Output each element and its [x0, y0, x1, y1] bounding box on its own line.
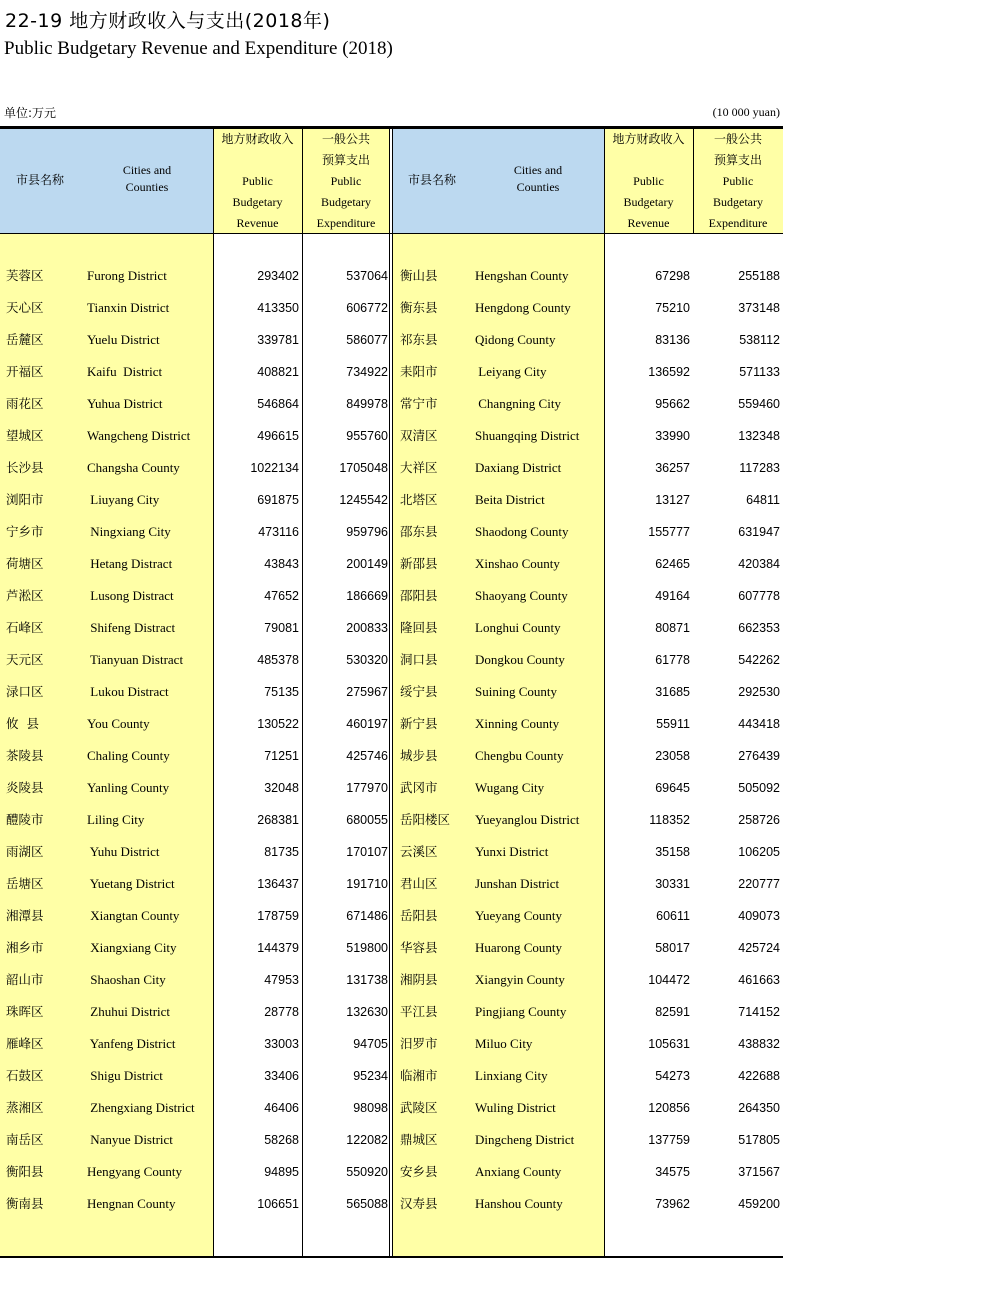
region-name-en: Hanshou County — [475, 1196, 563, 1211]
region-name-en: Longhui County — [475, 620, 561, 635]
expenditure-value: 631947 — [738, 525, 780, 539]
expenditure-value: 461663 — [738, 973, 780, 987]
expenditure-value: 680055 — [346, 813, 388, 827]
revenue-value: 46406 — [264, 1101, 299, 1115]
region-name-cn: 隆回县 — [400, 620, 438, 635]
table-row — [0, 364, 783, 396]
region-name-cn: 望城区 — [6, 428, 44, 443]
region-name-cn: 湘潭县 — [6, 908, 44, 923]
region-name-cn: 汉寿县 — [400, 1196, 438, 1211]
region-name-cn: 攸 县 — [6, 716, 39, 731]
expenditure-value: 542262 — [738, 653, 780, 667]
revenue-value: 33003 — [264, 1037, 299, 1051]
revenue-value: 75210 — [655, 301, 690, 315]
expenditure-value: 98098 — [353, 1101, 388, 1115]
table-row — [0, 908, 783, 940]
region-name-en: Yuhua District — [87, 396, 163, 411]
revenue-value: 69645 — [655, 781, 690, 795]
region-name-en: Yanling County — [87, 780, 170, 795]
expenditure-value: 606772 — [346, 301, 388, 315]
region-name-en: Wangcheng District — [87, 428, 191, 443]
region-name-cn: 大祥区 — [400, 460, 438, 475]
table-row — [0, 556, 783, 588]
region-name-cn: 湘阴县 — [400, 972, 438, 987]
revenue-value: 54273 — [655, 1069, 690, 1083]
revenue-value: 473116 — [258, 525, 299, 539]
expenditure-value: 264350 — [738, 1101, 780, 1115]
revenue-value: 47652 — [264, 589, 299, 603]
region-name-cn: 茶陵县 — [6, 748, 44, 763]
region-name-cn: 安乡县 — [400, 1164, 438, 1179]
expenditure-value: 258726 — [738, 813, 780, 827]
header-revenue: 地方财政收入 Public Budgetary Revenue — [612, 132, 685, 230]
region-name-en: Shuangqing District — [475, 428, 580, 443]
expenditure-value: 420384 — [738, 557, 780, 571]
expenditure-value: 132348 — [738, 429, 780, 443]
region-name-en: Hengshan County — [475, 268, 569, 283]
table-row — [0, 940, 783, 972]
table-row — [0, 428, 783, 460]
revenue-value: 83136 — [655, 333, 690, 347]
region-name-en: Wugang City — [475, 780, 545, 795]
expenditure-value: 122082 — [346, 1133, 388, 1147]
revenue-value: 58268 — [264, 1133, 299, 1147]
region-name-cn: 新宁县 — [400, 716, 438, 731]
region-name-en: Nanyue District — [87, 1132, 173, 1147]
region-name-cn: 耒阳市 — [400, 364, 438, 379]
region-name-en: Liling City — [87, 812, 145, 827]
expenditure-value: 571133 — [739, 365, 780, 379]
region-name-cn: 武冈市 — [400, 780, 438, 795]
region-name-cn: 绥宁县 — [400, 684, 438, 699]
expenditure-value: 200833 — [346, 621, 388, 635]
region-name-en: Kaifu District — [87, 364, 163, 379]
region-name-cn: 珠晖区 — [6, 1004, 44, 1019]
revenue-value: 36257 — [655, 461, 690, 475]
region-name-cn: 岳阳县 — [400, 908, 438, 923]
revenue-value: 339781 — [257, 333, 299, 347]
revenue-value: 691875 — [257, 493, 299, 507]
expenditure-value: 132630 — [346, 1005, 388, 1019]
revenue-value: 136437 — [257, 877, 299, 891]
region-name-en: Hetang Distract — [87, 556, 173, 571]
revenue-value: 136592 — [648, 365, 690, 379]
region-name-en: Shigu District — [87, 1068, 163, 1083]
table-row — [0, 332, 783, 364]
table-row — [0, 972, 783, 1004]
revenue-value: 546864 — [257, 397, 299, 411]
region-name-cn: 常宁市 — [400, 396, 438, 411]
region-name-cn: 城步县 — [400, 748, 438, 763]
revenue-value: 62465 — [655, 557, 690, 571]
region-name-cn: 君山区 — [400, 876, 438, 891]
table-row — [0, 268, 783, 300]
region-name-en: Hengyang County — [87, 1164, 182, 1179]
expenditure-value: 538112 — [739, 333, 780, 347]
revenue-value: 106651 — [257, 1197, 299, 1211]
region-name-cn: 汨罗市 — [400, 1036, 438, 1051]
expenditure-value: 170107 — [346, 845, 388, 859]
region-name-cn: 韶山市 — [6, 972, 44, 987]
table-row — [0, 588, 783, 620]
region-name-en: Xiangyin County — [475, 972, 565, 987]
expenditure-value: 64811 — [746, 493, 780, 507]
revenue-value: 55911 — [656, 717, 690, 731]
region-name-cn: 衡阳县 — [6, 1164, 44, 1179]
table-row — [0, 1100, 783, 1132]
revenue-value: 413350 — [257, 301, 299, 315]
header-name-en: Cities and Counties — [513, 163, 563, 194]
revenue-value: 178759 — [257, 909, 299, 923]
region-name-en: Hengnan County — [87, 1196, 176, 1211]
region-name-cn: 浏阳市 — [6, 492, 44, 507]
region-name-en: Shaodong County — [475, 524, 569, 539]
table-row — [0, 1036, 783, 1068]
revenue-value: 268381 — [257, 813, 299, 827]
revenue-value: 60611 — [656, 909, 690, 923]
expenditure-value: 517805 — [738, 1133, 780, 1147]
region-name-cn: 渌口区 — [6, 684, 44, 699]
region-name-cn: 湘乡市 — [6, 940, 44, 955]
expenditure-value: 662353 — [738, 621, 780, 635]
revenue-value: 118352 — [649, 813, 690, 827]
region-name-en: Junshan District — [475, 876, 560, 891]
revenue-value: 28778 — [264, 1005, 299, 1019]
page-title-english: Public Budgetary Revenue and Expenditure (2018) — [4, 38, 393, 59]
expenditure-value: 559460 — [738, 397, 780, 411]
table-row — [0, 652, 783, 684]
region-name-cn: 临湘市 — [400, 1068, 438, 1083]
region-name-en: Yueyanglou District — [475, 812, 580, 827]
region-name-en: Linxiang City — [475, 1068, 548, 1083]
expenditure-value: 131738 — [346, 973, 388, 987]
region-name-en: Yanfeng District — [87, 1036, 176, 1051]
expenditure-value: 849978 — [346, 397, 388, 411]
revenue-value: 81735 — [264, 845, 299, 859]
revenue-value: 95662 — [655, 397, 690, 411]
region-name-en: Changsha County — [87, 460, 180, 475]
revenue-value: 105631 — [648, 1037, 690, 1051]
expenditure-value: 422688 — [738, 1069, 780, 1083]
region-name-cn: 芦淞区 — [6, 588, 44, 603]
region-name-cn: 南岳区 — [6, 1132, 44, 1147]
revenue-value: 75135 — [264, 685, 299, 699]
region-name-en: Changning City — [475, 396, 561, 411]
revenue-value: 23058 — [655, 749, 690, 763]
page-title-chinese: 22-19 地方财政收入与支出(2018年) — [5, 10, 331, 32]
table-row — [0, 748, 783, 780]
revenue-value: 155777 — [648, 525, 690, 539]
region-name-en: Zhuhui District — [87, 1004, 171, 1019]
region-name-en: Beita District — [475, 492, 545, 507]
region-name-cn: 双清区 — [400, 428, 438, 443]
expenditure-value: 117283 — [739, 461, 780, 475]
region-name-cn: 芙蓉区 — [6, 268, 44, 283]
region-name-en: Xinshao County — [475, 556, 560, 571]
region-name-en: Leiyang City — [475, 364, 547, 379]
revenue-value: 94895 — [264, 1165, 299, 1179]
region-name-cn: 宁乡市 — [6, 524, 44, 539]
region-name-en: Dongkou County — [475, 652, 565, 667]
unit-label-english: (10 000 yuan) — [712, 105, 780, 119]
region-name-cn: 雁峰区 — [6, 1036, 44, 1051]
revenue-value: 71251 — [264, 749, 299, 763]
expenditure-value: 200149 — [346, 557, 388, 571]
region-name-cn: 衡东县 — [400, 300, 438, 315]
revenue-value: 32048 — [264, 781, 299, 795]
expenditure-value: 220777 — [738, 877, 780, 891]
region-name-en: Yueyang County — [475, 908, 563, 923]
revenue-value: 293402 — [257, 269, 299, 283]
region-name-en: Tianyuan Distract — [87, 652, 184, 667]
region-name-cn: 衡山县 — [400, 268, 438, 283]
revenue-value: 31685 — [655, 685, 690, 699]
region-name-en: Lukou Distract — [87, 684, 169, 699]
revenue-value: 43843 — [264, 557, 299, 571]
expenditure-value: 1705048 — [339, 461, 388, 475]
region-name-en: Dingcheng District — [475, 1132, 575, 1147]
region-name-en: Xiangxiang City — [87, 940, 177, 955]
region-name-cn: 岳阳楼区 — [400, 812, 451, 827]
unit-label-chinese: 单位:万元 — [4, 106, 57, 120]
expenditure-value: 95234 — [353, 1069, 388, 1083]
region-name-en: Tianxin District — [87, 300, 170, 315]
expenditure-value: 565088 — [346, 1197, 388, 1211]
expenditure-value: 255188 — [738, 269, 780, 283]
expenditure-value: 425746 — [346, 749, 388, 763]
header-expenditure: 一般公共 预算支出 Public Budgetary Expenditure — [316, 132, 376, 230]
revenue-value: 30331 — [655, 877, 690, 891]
table-row — [0, 492, 783, 524]
table-bottom-rule — [0, 1256, 783, 1258]
expenditure-value: 443418 — [738, 717, 780, 731]
region-name-en: Yuetang District — [87, 876, 175, 891]
region-name-en: Suining County — [475, 684, 557, 699]
table-row — [0, 1196, 783, 1228]
revenue-value: 82591 — [655, 1005, 690, 1019]
expenditure-value: 276439 — [738, 749, 780, 763]
region-name-cn: 邵阳县 — [400, 588, 438, 603]
table-row — [0, 844, 783, 876]
region-name-cn: 石鼓区 — [6, 1068, 44, 1083]
expenditure-value: 191710 — [346, 877, 388, 891]
header-expenditure: 一般公共 预算支出 Public Budgetary Expenditure — [708, 132, 768, 230]
region-name-cn: 武陵区 — [400, 1100, 438, 1115]
region-name-cn: 雨花区 — [6, 396, 44, 411]
region-name-cn: 洞口县 — [400, 652, 438, 667]
table-row — [0, 300, 783, 332]
region-name-en: Zhengxiang District — [87, 1100, 195, 1115]
expenditure-value: 292530 — [738, 685, 780, 699]
expenditure-value: 537064 — [346, 269, 388, 283]
region-name-cn: 鼎城区 — [400, 1132, 438, 1147]
region-name-cn: 平江县 — [400, 1004, 438, 1019]
revenue-value: 144379 — [257, 941, 299, 955]
revenue-value: 1022134 — [250, 461, 299, 475]
region-name-cn: 荷塘区 — [6, 556, 44, 571]
region-name-cn: 岳麓区 — [6, 332, 44, 347]
table-row — [0, 716, 783, 748]
expenditure-value: 459200 — [738, 1197, 780, 1211]
revenue-value: 485378 — [257, 653, 299, 667]
region-name-en: Shifeng Distract — [87, 620, 176, 635]
table-row — [0, 1068, 783, 1100]
region-name-en: Huarong County — [475, 940, 563, 955]
expenditure-value: 505092 — [738, 781, 780, 795]
table-row — [0, 1164, 783, 1196]
region-name-en: Xiangtan County — [87, 908, 180, 923]
region-name-en: Chaling County — [87, 748, 170, 763]
header-name-cn: 市县名称 — [407, 173, 456, 187]
table-row — [0, 460, 783, 492]
expenditure-value: 177970 — [346, 781, 388, 795]
expenditure-value: 734922 — [346, 365, 388, 379]
expenditure-value: 275967 — [346, 685, 388, 699]
expenditure-value: 94705 — [353, 1037, 388, 1051]
table-row — [0, 1004, 783, 1036]
region-name-cn: 北塔区 — [400, 492, 438, 507]
expenditure-value: 671486 — [346, 909, 388, 923]
region-name-en: Chengbu County — [475, 748, 564, 763]
table-row — [0, 812, 783, 844]
region-name-cn: 天心区 — [6, 300, 44, 315]
header-name-cn: 市县名称 — [15, 173, 64, 187]
expenditure-value: 425724 — [738, 941, 780, 955]
region-name-cn: 祁东县 — [400, 332, 438, 347]
expenditure-value: 530320 — [346, 653, 388, 667]
region-name-cn: 炎陵县 — [6, 780, 44, 795]
expenditure-value: 550920 — [346, 1165, 388, 1179]
region-name-cn: 雨湖区 — [6, 844, 44, 859]
region-name-cn: 衡南县 — [6, 1196, 44, 1211]
revenue-value: 496615 — [257, 429, 299, 443]
region-name-cn: 长沙县 — [6, 460, 44, 475]
expenditure-value: 373148 — [738, 301, 780, 315]
region-name-en: Yunxi District — [475, 844, 549, 859]
revenue-value: 67298 — [655, 269, 690, 283]
table-row — [0, 396, 783, 428]
table-row — [0, 524, 783, 556]
region-name-cn: 开福区 — [6, 364, 44, 379]
revenue-value: 408821 — [257, 365, 299, 379]
region-name-en: Xinning County — [475, 716, 560, 731]
table-row — [0, 780, 783, 812]
expenditure-value: 714152 — [738, 1005, 780, 1019]
region-name-en: Qidong County — [475, 332, 556, 347]
revenue-value: 79081 — [264, 621, 299, 635]
region-name-en: Hengdong County — [475, 300, 571, 315]
expenditure-value: 186669 — [346, 589, 388, 603]
region-name-en: Liuyang City — [87, 492, 160, 507]
revenue-value: 137759 — [648, 1133, 690, 1147]
data-table — [0, 126, 783, 1258]
region-name-en: Pingjiang County — [475, 1004, 567, 1019]
revenue-value: 80871 — [655, 621, 690, 635]
expenditure-value: 371567 — [738, 1165, 780, 1179]
revenue-value: 47953 — [264, 973, 299, 987]
revenue-value: 35158 — [655, 845, 690, 859]
revenue-value: 73962 — [655, 1197, 690, 1211]
table-row — [0, 876, 783, 908]
revenue-value: 104472 — [648, 973, 690, 987]
region-name-en: Shaoyang County — [475, 588, 568, 603]
region-name-en: Anxiang County — [475, 1164, 562, 1179]
region-name-en: Furong District — [87, 268, 167, 283]
expenditure-value: 955760 — [346, 429, 388, 443]
region-name-cn: 天元区 — [6, 652, 44, 667]
table-row — [0, 1132, 783, 1164]
expenditure-value: 586077 — [346, 333, 388, 347]
region-name-cn: 石峰区 — [6, 620, 44, 635]
expenditure-value: 519800 — [346, 941, 388, 955]
revenue-value: 120856 — [648, 1101, 690, 1115]
expenditure-value: 460197 — [346, 717, 388, 731]
region-name-en: Yuhu District — [87, 844, 160, 859]
region-name-en: Wuling District — [475, 1100, 556, 1115]
region-name-cn: 云溪区 — [400, 844, 438, 859]
table-row — [0, 620, 783, 652]
revenue-value: 33990 — [655, 429, 690, 443]
region-name-en: Daxiang District — [475, 460, 562, 475]
header-name-en: Cities and Counties — [122, 163, 172, 194]
region-name-cn: 华容县 — [400, 940, 438, 955]
expenditure-value: 409073 — [738, 909, 780, 923]
region-name-cn: 岳塘区 — [6, 876, 44, 891]
region-name-en: Lusong Distract — [87, 588, 174, 603]
region-name-cn: 新邵县 — [400, 556, 438, 571]
region-name-en: Miluo City — [475, 1036, 533, 1051]
revenue-value: 130522 — [257, 717, 299, 731]
revenue-value: 13127 — [655, 493, 690, 507]
revenue-value: 34575 — [655, 1165, 690, 1179]
region-name-cn: 蒸湘区 — [6, 1100, 44, 1115]
region-name-cn: 邵东县 — [400, 524, 438, 539]
expenditure-value: 959796 — [346, 525, 388, 539]
table-row — [0, 684, 783, 716]
region-name-en: Ningxiang City — [87, 524, 171, 539]
revenue-value: 58017 — [655, 941, 690, 955]
expenditure-value: 438832 — [738, 1037, 780, 1051]
region-name-en: Shaoshan City — [87, 972, 166, 987]
revenue-value: 61778 — [655, 653, 690, 667]
revenue-value: 33406 — [264, 1069, 299, 1083]
header-revenue: 地方财政收入 Public Budgetary Revenue — [221, 132, 294, 230]
region-name-en: You County — [87, 716, 150, 731]
expenditure-value: 106205 — [738, 845, 780, 859]
region-name-en: Yuelu District — [87, 332, 160, 347]
expenditure-value: 1245542 — [339, 493, 388, 507]
revenue-value: 49164 — [655, 589, 690, 603]
expenditure-value: 607778 — [738, 589, 780, 603]
region-name-cn: 醴陵市 — [6, 812, 44, 827]
